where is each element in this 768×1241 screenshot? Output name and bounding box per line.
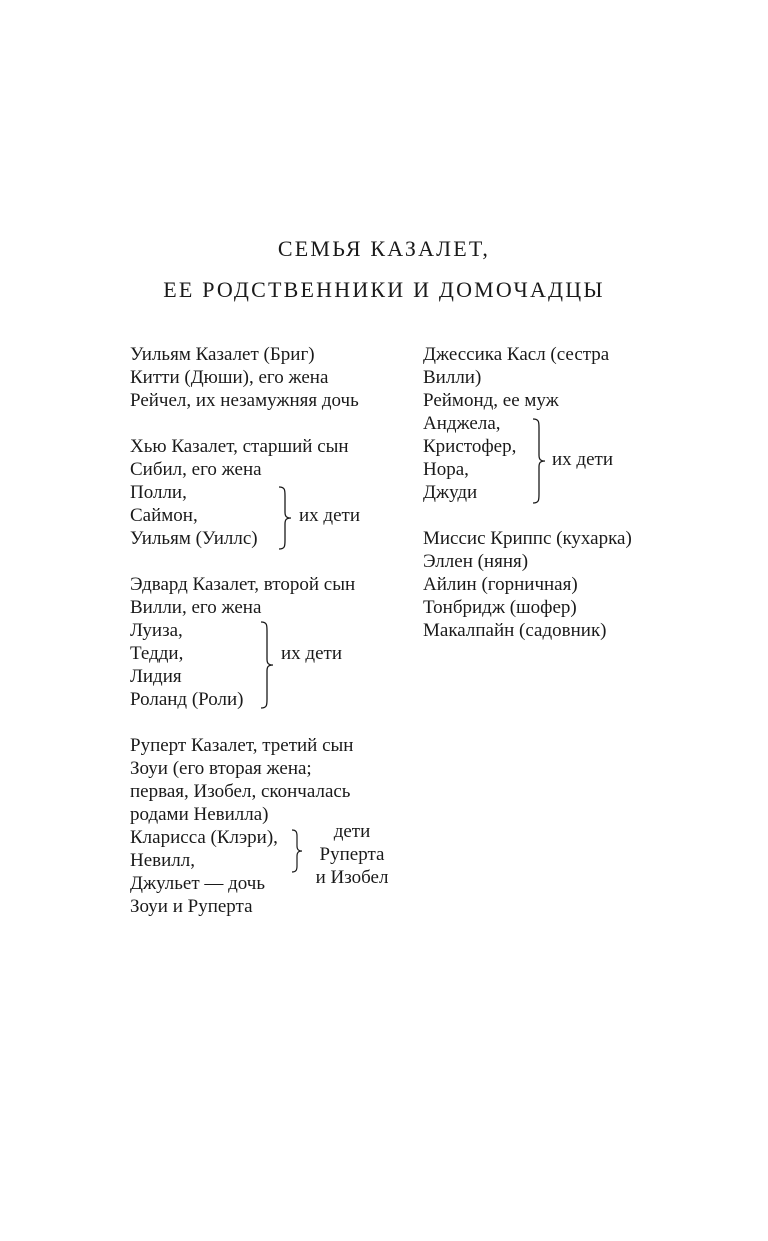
family-entry: Реймонд, ее муж — [423, 390, 559, 411]
child-entry: Кристофер, — [423, 436, 517, 457]
brace-label: их дети — [299, 505, 360, 526]
family-entry: Вилли, его жена — [130, 597, 262, 618]
child-entry: Зоуи и Руперта — [130, 896, 253, 917]
brace-label: их дети — [281, 643, 342, 664]
family-entry: Уильям Казалет (Бриг) — [130, 344, 315, 365]
title-line-2: ЕЕ РОДСТВЕННИКИ И ДОМОЧАДЦЫ — [163, 277, 605, 302]
child-entry: Луиза, — [130, 620, 183, 641]
family-entry: первая, Изобел, скончалась — [130, 781, 351, 802]
family-entry: Китти (Дюши), его жена — [130, 367, 329, 388]
staff-entry: Тонбридж (шофер) — [423, 597, 577, 618]
child-entry: Тедди, — [130, 643, 184, 664]
staff-entry: Макалпайн (садовник) — [423, 620, 607, 641]
child-entry: Невилл, — [130, 850, 196, 871]
child-entry: Роланд (Роли) — [130, 689, 244, 710]
child-entry: Кларисса (Клэри), — [130, 827, 278, 848]
right-brace-icon — [532, 418, 546, 504]
brace-label-line: дети — [333, 821, 371, 842]
family-entry: Вилли) — [423, 367, 482, 388]
page-title — [0, 228, 768, 310]
right-brace-icon — [260, 621, 274, 709]
child-entry: Джуди — [423, 482, 478, 503]
staff-entry: Айлин (горничная) — [423, 574, 578, 595]
brace-label — [308, 820, 396, 889]
child-entry: Лидия — [130, 666, 182, 687]
child-entry: Саймон, — [130, 505, 198, 526]
child-entry: Джульет — дочь — [130, 873, 266, 894]
title-line-1: СЕМЬЯ КАЗАЛЕТ, — [277, 236, 491, 261]
family-entry: Руперт Казалет, третий сын — [130, 735, 354, 756]
right-brace-icon — [278, 486, 292, 550]
brace-label-line: и Изобел — [315, 867, 389, 888]
staff-entry: Эллен (няня) — [423, 551, 529, 572]
family-entry: Джессика Касл (сестра — [423, 344, 610, 365]
brace-label-line: Руперта — [319, 844, 385, 865]
child-entry: Нора, — [423, 459, 469, 480]
family-entry: Рейчел, их незамужняя дочь — [130, 390, 359, 411]
family-entry: Сибил, его жена — [130, 459, 262, 480]
family-entry: Эдвард Казалет, второй сын — [130, 574, 356, 595]
child-entry: Полли, — [130, 482, 187, 503]
family-entry: родами Невилла) — [130, 804, 269, 825]
family-entry: Хью Казалет, старший сын — [130, 436, 349, 457]
family-entry: Зоуи (его вторая жена; — [130, 758, 312, 779]
child-entry: Уильям (Уиллс) — [130, 528, 258, 549]
child-entry: Анджела, — [423, 413, 501, 434]
staff-entry: Миссис Криппс (кухарка) — [423, 528, 632, 549]
right-brace-icon — [291, 829, 303, 873]
brace-label: их дети — [552, 449, 613, 470]
